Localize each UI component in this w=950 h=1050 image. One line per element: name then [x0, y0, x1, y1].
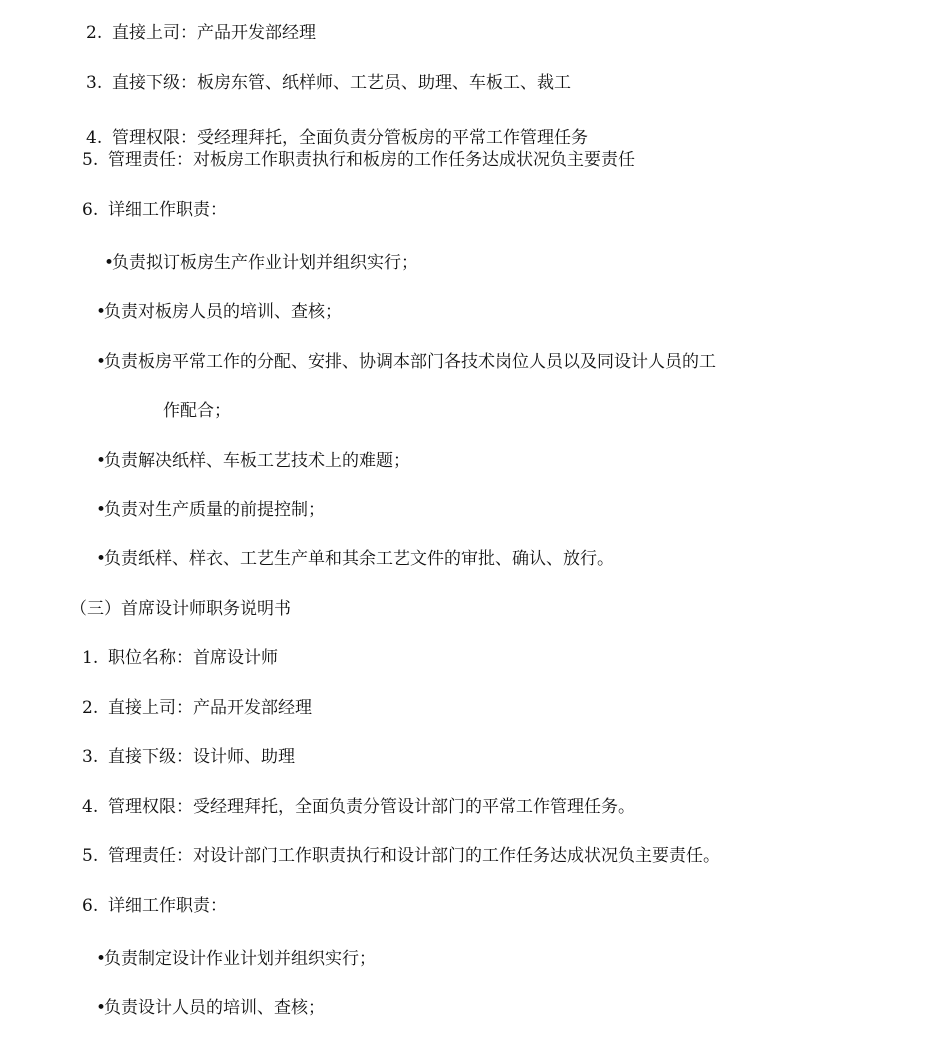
duty-text: 负责解决纸样、车板工艺技术上的难题；	[104, 451, 410, 471]
list-item	[82, 200, 227, 220]
list-item	[82, 648, 278, 668]
list-item	[86, 23, 316, 43]
item-number: 5.	[82, 150, 99, 170]
item-number: 4.	[82, 797, 99, 817]
bullet-icon: •	[96, 302, 107, 322]
list-item	[82, 747, 295, 767]
list-item	[86, 128, 588, 148]
duty-text: 负责制定设计作业计划并组织实行；	[104, 949, 376, 969]
list-item	[82, 846, 720, 866]
duty-item	[96, 451, 410, 471]
item-number: 6.	[82, 200, 99, 220]
item-text: 管理责任：对板房工作职责执行和板房的工作任务达成状况负主要责任	[108, 150, 635, 170]
list-item	[82, 896, 227, 916]
list-item	[82, 698, 312, 718]
duty-text: 负责板房平常工作的分配、安排、协调本部门各技术岗位人员以及同设计人员的工	[104, 352, 716, 372]
item-number: 2.	[82, 698, 99, 718]
duty-text: 负责纸样、样衣、工艺生产单和其余工艺文件的审批、确认、放行。	[104, 549, 614, 569]
item-number: 6.	[82, 896, 99, 916]
item-text: 职位名称：首席设计师	[108, 648, 278, 668]
duty-text: 负责对生产质量的前提控制；	[104, 500, 325, 520]
list-item	[82, 150, 635, 170]
duty-item	[104, 253, 418, 273]
section-heading: （三）首席设计师职务说明书	[70, 599, 291, 619]
duty-item	[96, 352, 716, 372]
duty-text: 负责对板房人员的培训、查核；	[104, 302, 342, 322]
duty-item	[96, 949, 376, 969]
bullet-icon: •	[96, 352, 107, 372]
item-text: 直接下级：板房东管、纸样师、工艺员、助理、车板工、裁工	[112, 73, 571, 93]
item-number: 4.	[86, 128, 103, 148]
bullet-icon: •	[96, 549, 107, 569]
list-item	[86, 73, 571, 93]
duty-continuation: 作配合；	[163, 401, 231, 421]
item-number: 5.	[82, 846, 99, 866]
bullet-icon: •	[104, 253, 115, 273]
duty-item	[96, 998, 325, 1018]
item-number: 1.	[82, 648, 99, 668]
duty-text: 负责拟订板房生产作业计划并组织实行；	[112, 253, 418, 273]
bullet-icon: •	[96, 949, 107, 969]
item-text: 直接上司：产品开发部经理	[112, 23, 316, 43]
item-number: 3.	[86, 73, 103, 93]
item-text: 管理权限：受经理拜托，全面负责分管板房的平常工作管理任务	[112, 128, 588, 148]
duty-item	[96, 500, 325, 520]
bullet-icon: •	[96, 500, 107, 520]
item-number: 2.	[86, 23, 103, 43]
item-text: 管理权限：受经理拜托，全面负责分管设计部门的平常工作管理任务。	[108, 797, 635, 817]
duty-item	[96, 549, 614, 569]
bullet-icon: •	[96, 451, 107, 471]
list-item	[82, 797, 635, 817]
bullet-icon: •	[96, 998, 107, 1018]
item-text: 直接下级：设计师、助理	[108, 747, 295, 767]
item-number: 3.	[82, 747, 99, 767]
duty-text: 负责设计人员的培训、查核；	[104, 998, 325, 1018]
item-text: 直接上司：产品开发部经理	[108, 698, 312, 718]
duty-item	[96, 302, 342, 322]
item-text: 详细工作职责：	[108, 896, 227, 916]
item-text: 管理责任：对设计部门工作职责执行和设计部门的工作任务达成状况负主要责任。	[108, 846, 720, 866]
item-text: 详细工作职责：	[108, 200, 227, 220]
